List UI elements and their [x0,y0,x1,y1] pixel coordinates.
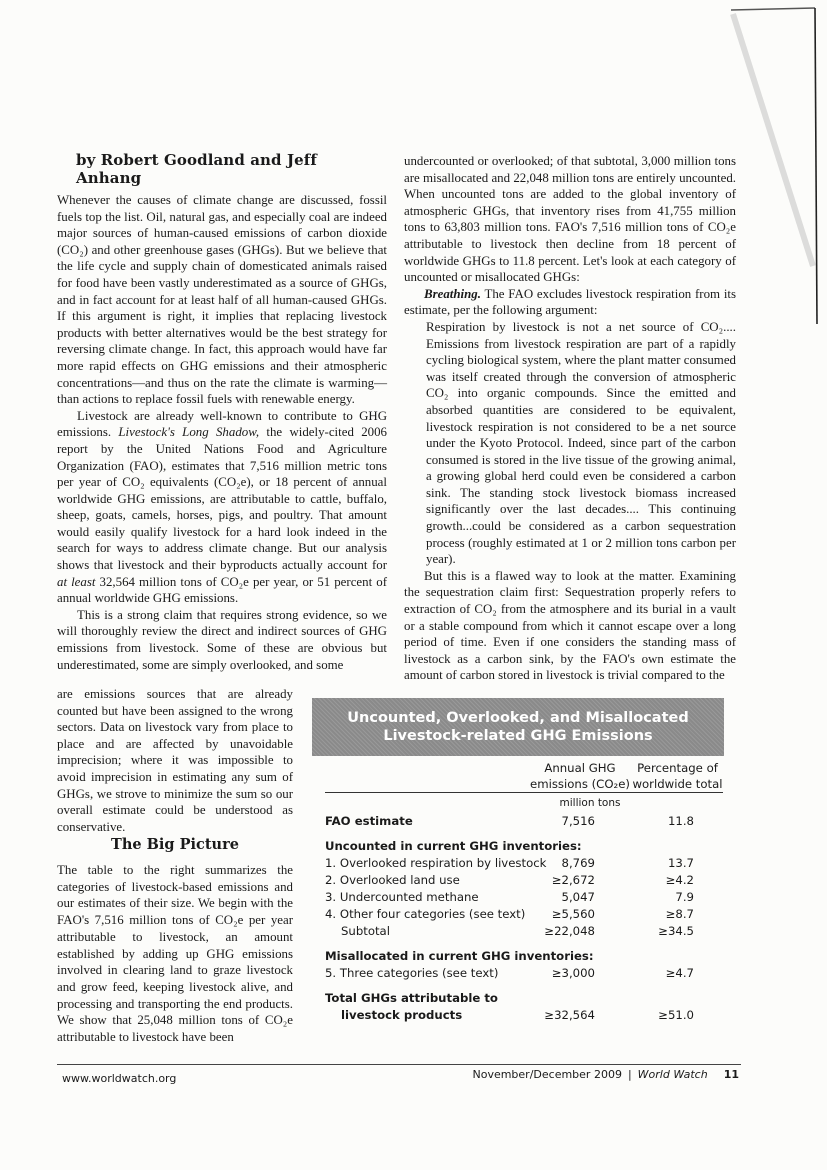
paragraph-continued: are emissions sources that are already counted but have been assigned to the wrong sectors. Data on livestock vary from place to place and are affected by unavoidable imprecision; where it was impossible to avoid imprecision in estimating any sum of GHGs, we strove to minimize the sum so our overall estimate could be understood as conservative. [57,687,293,834]
report-title: Livestock's Long Shadow, [118,425,260,440]
table-group-heading: Total GHGs attributable to [325,991,498,1005]
left-column [57,192,387,673]
table-row: 5. Three categories (see text) ≥3,000 ≥4.7 [325,966,694,980]
issue-date: November/December 2009 [472,1068,622,1081]
paragraph: Livestock are already well-known to contribute to GHG emissions. Livestock's Long Shadow, the widely-cited 2006 report by the United Nations Food and Agriculture Organization (FAO), estimates that 7,516 million metric tons per year of CO₂ equivalents (CO₂e), or 18 percent of annual worldwide GHG emissions, are attributable to cattle, buffalo, sheep, goats, camels, horses, pigs, and poultry. That amount would easily qualify livestock for a hard look indeed in the search for ways to address climate change. But our analysis shows that livestock and their byproducts actually account for at least 32,564 million tons of CO₂e per year, or 51 percent of annual worldwide GHG emissions. [57,408,387,606]
table-row-subtotal: Subtotal ≥22,048 ≥34.5 [341,924,694,938]
table-title-line: Livestock-related GHG Emissions [383,728,653,744]
table-row-total: livestock products ≥32,564 ≥51.0 [341,1008,694,1022]
units-label: million tons [559,797,621,809]
page-corner-shadow [729,6,819,326]
table-title-banner [312,698,724,756]
table-rule [325,792,723,793]
table-row: 1. Overlooked respiration by livestock 8,769 13.7 [325,856,694,870]
table-title-line: Uncounted, Overlooked, and Misallocated [347,710,689,726]
table-row: 2. Overlooked land use ≥2,672 ≥4.2 [325,873,694,887]
paragraph: This is a strong claim that requires strong evidence, so we will thoroughly review the direct and indirect sources of GHG emissions from livestock. Some of these are obvious but underestimated, some are simply overlooked, and some [57,607,387,672]
table-row: 4. Other four categories (see text) ≥5,560 ≥8.7 [325,907,694,921]
table-group-heading: Uncounted in current GHG inventories: [325,839,582,853]
emphasis: at least [57,574,96,589]
paragraph: Breathing. The FAO excludes livestock respiration from its estimate, per the following argument: [404,286,736,318]
right-column [404,153,736,684]
paragraph: But this is a flawed way to look at the matter. Examining the sequestration claim first: Sequestration properly refers to extraction of CO₂ from the atmosphere and its burial in a vault or a stable compound from which it cannot escape over a long period of time. Even if one considers the standing mass of livestock as a carbon sink, by the FAO's own estimate the amount of carbon stored in livestock is trivial compared to the [404,568,736,683]
footer-separator: | [627,1068,632,1081]
magazine-name: World Watch [637,1068,708,1081]
emissions-table [325,760,725,1022]
section-heading: The Big Picture [111,836,239,853]
block-quote: Respiration by livestock is not a net source of CO₂.... Emissions from livestock respiration are part of a rapidly cycling biological system, where the plant matter consumed was itself created through the conversion of atmospheric CO₂ into organic compounds. Since the emitted and absorbed quantities are considered to be equivalent, livestock respiration is not considered to be a net source under the Kyoto Protocol. Indeed, since part of the carbon consumed is stored in the live tissue of the growing animal, a growing global herd could even be considered a carbon sink. The standing stock livestock biomass increased significantly over the last decades.... This continuing growth...could be considered as a carbon sequestration process (roughly estimated at 1 or 2 million tons carbon per year). [426,319,736,567]
table-row: 3. Undercounted methane 5,047 7.9 [325,890,694,904]
page-number: 11 [723,1068,739,1081]
run-in-heading: Breathing. [424,286,481,301]
table-row: FAO estimate 7,516 11.8 [325,814,694,828]
paragraph: The table to the right summarizes the categories of livestock-based emissions and our estimates of their size. We begin with the FAO's 7,516 million tons of CO₂e per year attributable to livestock, an amount established by adding up GHG emissions involved in clearing land to graze livestock and grow feed, keeping livestock alive, and processing and transporting the end products. We show that 25,048 million tons of CO₂e attributable to livestock have been [57,863,293,1045]
column-header-emissions: Annual GHG emissions (CO₂e) [530,761,630,791]
byline: by Robert Goodland and Jeff Anhang [76,151,317,187]
footer-rule [57,1064,741,1065]
footer-issue [472,1068,739,1081]
paragraph: undercounted or overlooked; of that subtotal, 3,000 million tons are misallocated and 22,048 million tons are entirely uncounted. When uncounted tons are added to the global inventory of atmospheric GHGs, that inventory rises from 41,755 million tons to 63,803 million tons. FAO's 7,516 million tons of CO₂e attributable to livestock then decline from 18 percent of worldwide GHGs to 11.8 percent. Let's look at each category of uncounted or misallocated GHGs: [404,154,736,285]
column-header-percentage: Percentage of worldwide total [632,761,723,791]
footer-url: www.worldwatch.org [62,1072,177,1085]
paragraph: Whenever the causes of climate change are discussed, fossil fuels top the list. Oil, natural gas, and especially coal are indeed major sources of human-caused emissions of carbon dioxide (CO₂) and other greenhouse gases (GHGs). But we believe that the life cycle and supply chain of domesticated animals raised for food have been vastly underestimated as a source of GHGs, and in fact account for at least half of all human-caused GHGs. If this argument is right, it implies that replacing livestock products with better alternatives would be the best strategy for reversing climate change. In fact, this approach would have far more rapid effects on GHG emissions and their atmospheric concentrations—and thus on the rate the climate is warming—than actions to replace fossil fuels with renewable energy. [57,193,387,407]
table-header [325,760,725,809]
table-group-heading: Misallocated in current GHG inventories: [325,949,594,963]
